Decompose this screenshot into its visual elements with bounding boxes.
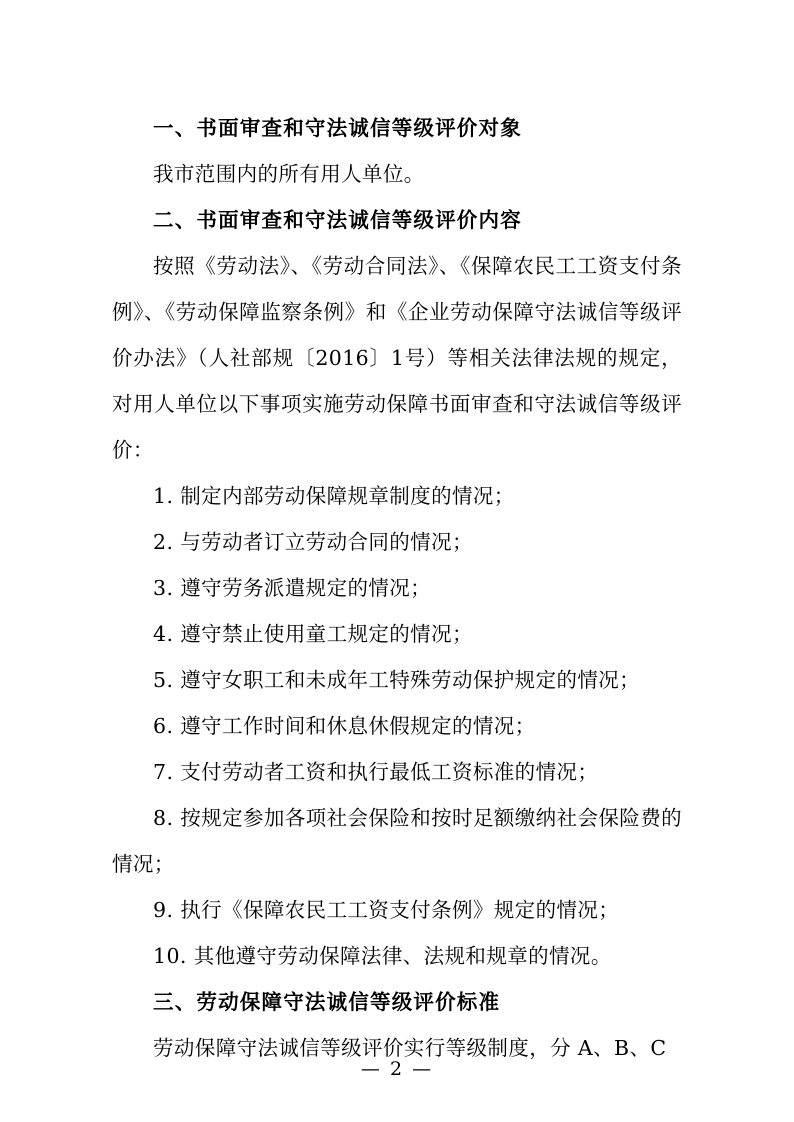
list-item: 3. 遵守劳务派遣规定的情况；	[153, 576, 432, 600]
section-heading-3: 三、劳动保障守法诚信等级评价标准	[153, 990, 501, 1014]
section-heading-1: 一、书面审查和守法诚信等级评价对象	[153, 116, 522, 140]
document-body	[112, 105, 682, 1071]
list-item: 8. 按规定参加各项社会保险和按时足额缴纳社会保险费的情况；	[112, 806, 682, 876]
list-item: 6. 遵守工作时间和休息休假规定的情况；	[153, 714, 536, 738]
section-2-paragraph-1: 按照《劳动法》、《劳动合同法》、《保障农民工工资支付条例》、《劳动保障监察条例》和《企业劳动保障守法诚信等级评价办法》（人社部规〔2016〕1号）等相关法律法规的规定，对用人单位以下事项实施劳动保障书面审查和守法诚信等级评价：	[112, 254, 682, 462]
section-heading-2: 二、书面审查和守法诚信等级评价内容	[153, 208, 522, 232]
list-item: 5. 遵守女职工和未成年工特殊劳动保护规定的情况；	[153, 668, 641, 692]
section-1-paragraph-1: 我市范围内的所有用人单位。	[153, 162, 425, 186]
page-number: — 2 —	[360, 1058, 434, 1080]
list-item: 7. 支付劳动者工资和执行最低工资标准的情况；	[153, 760, 599, 784]
list-item: 1. 制定内部劳动保障规章制度的情况；	[153, 484, 515, 508]
list-item: 10. 其他遵守劳动保障法律、法规和规章的情况。	[153, 944, 612, 968]
list-item: 2. 与劳动者订立劳动合同的情况；	[153, 530, 473, 554]
list-item: 4. 遵守禁止使用童工规定的情况；	[153, 622, 473, 646]
list-item: 9. 执行《保障农民工工资支付条例》规定的情况；	[153, 898, 620, 922]
section-3-paragraph-1: 劳动保障守法诚信等级评价实行等级制度，分 A、B、C	[153, 1036, 667, 1060]
